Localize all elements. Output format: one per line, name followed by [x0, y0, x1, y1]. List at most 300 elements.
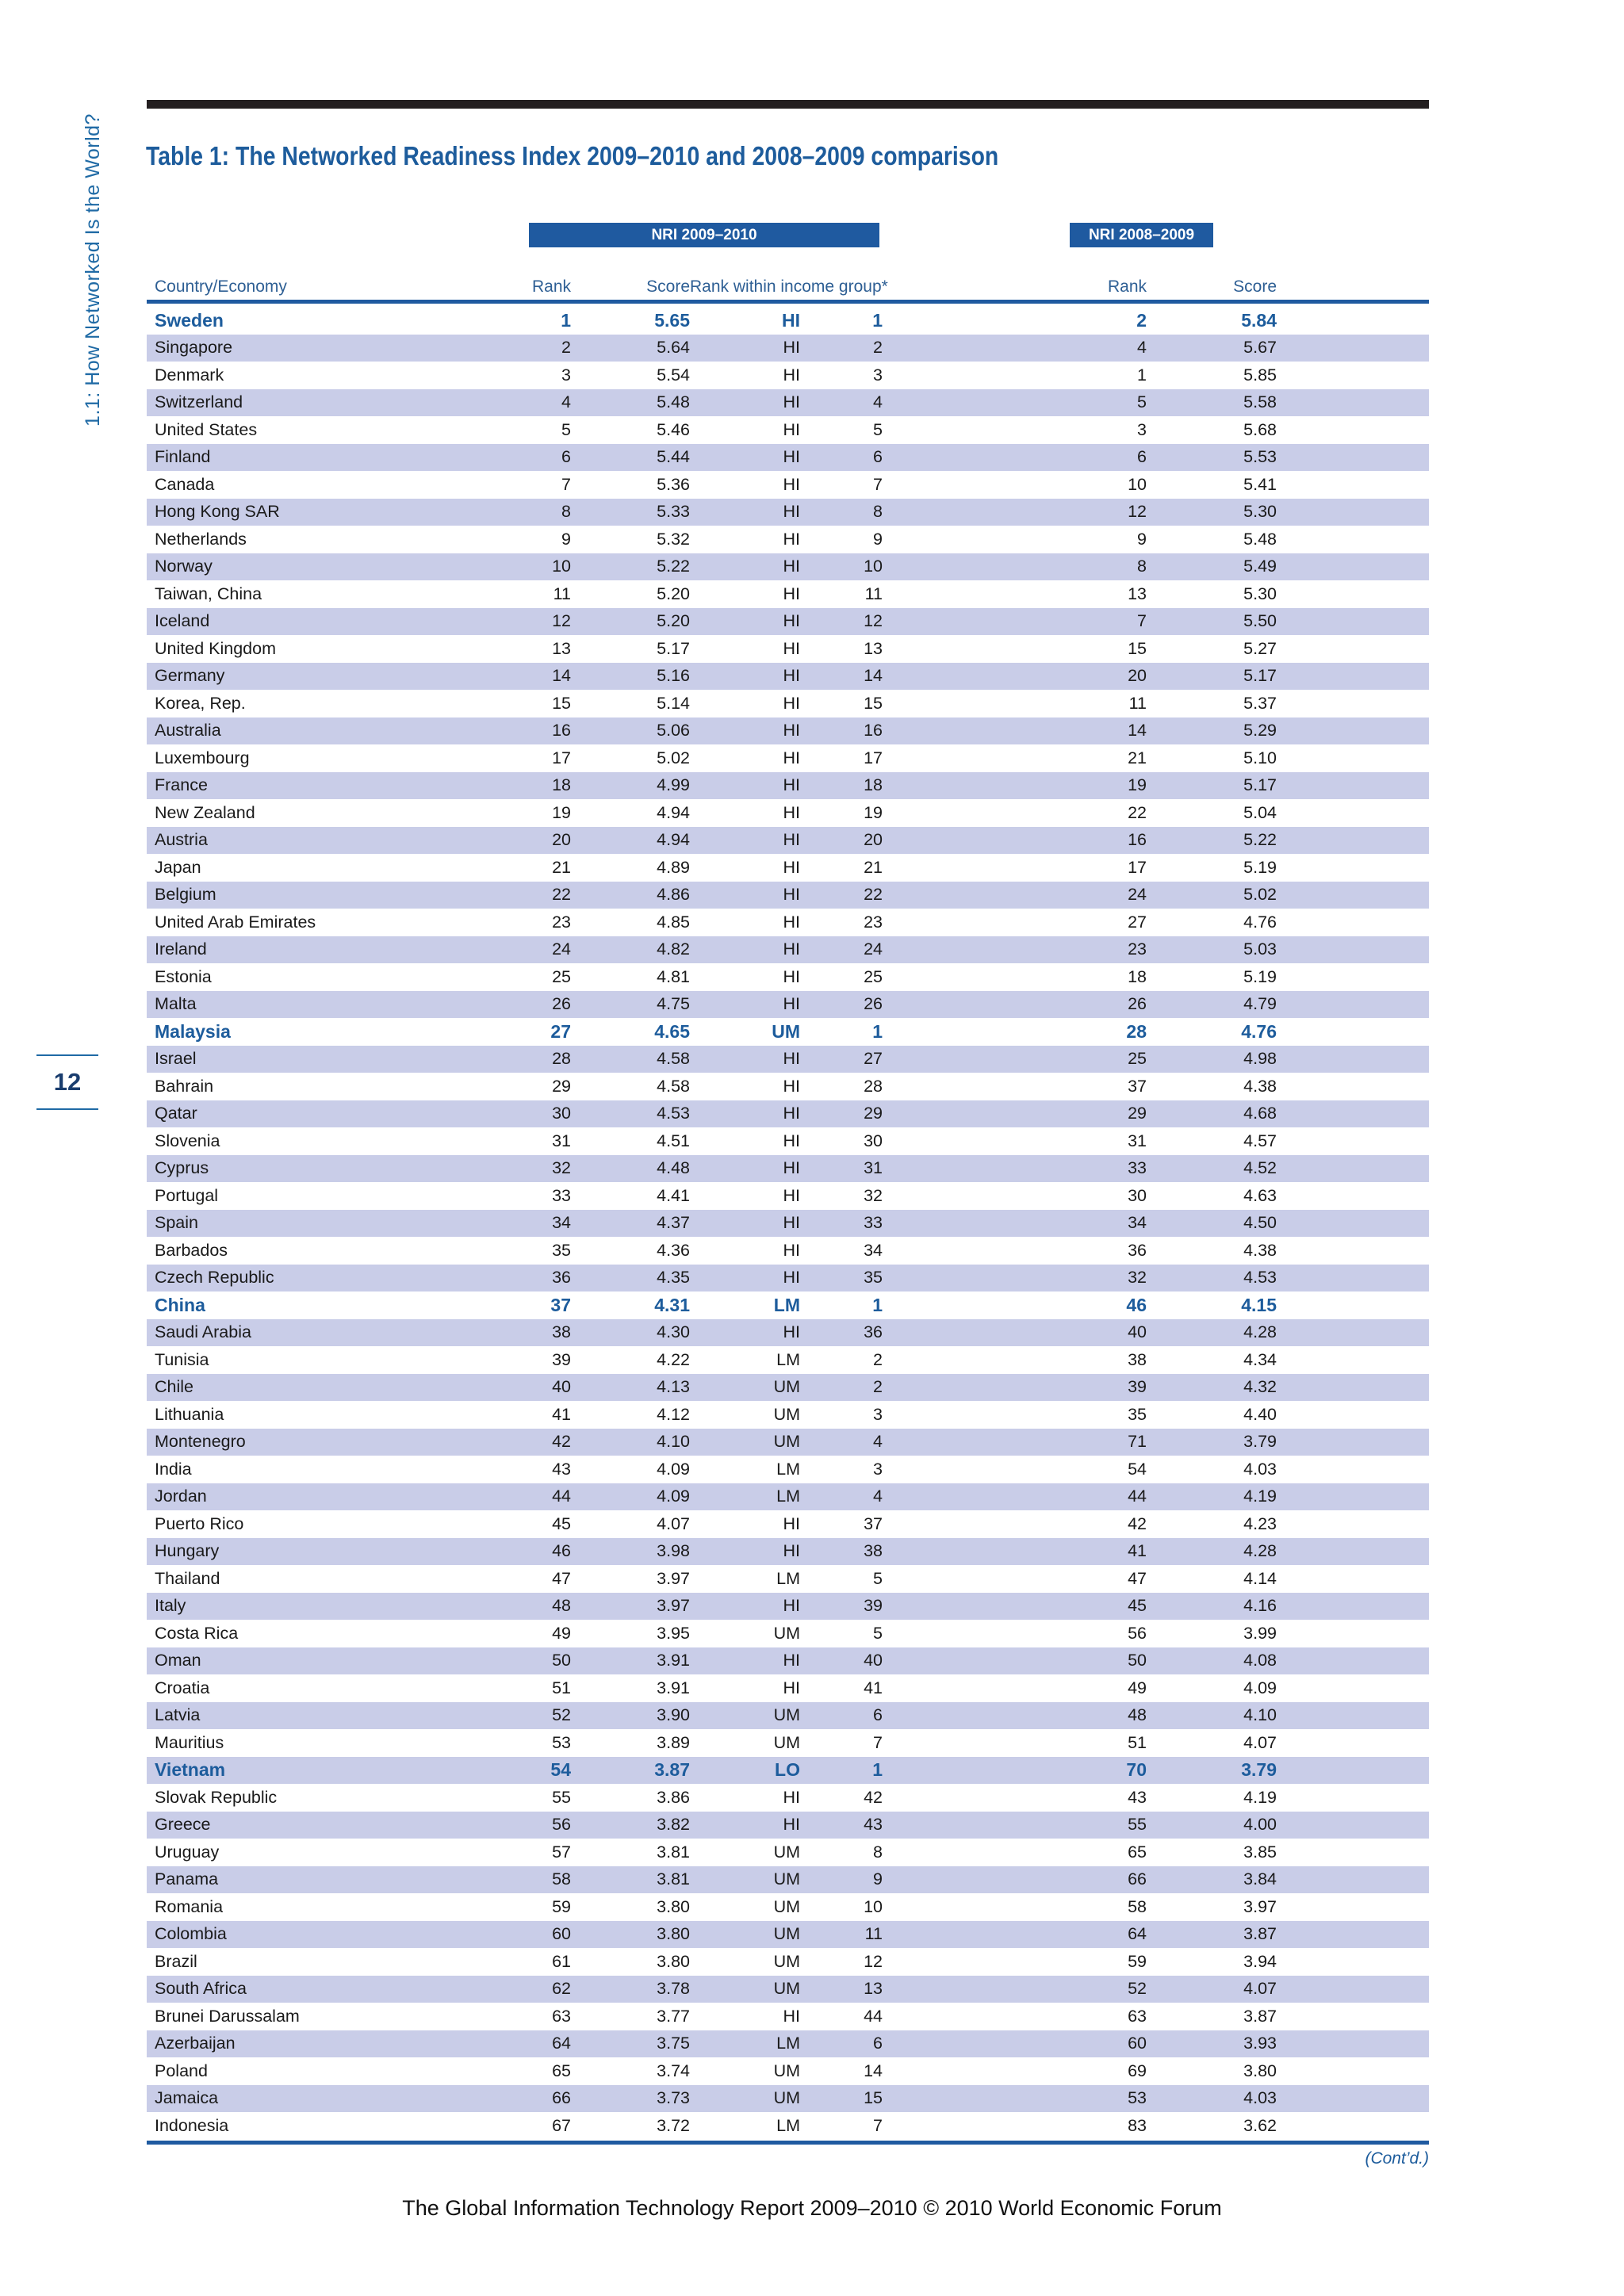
cell-rank-2009: 3: [1137, 419, 1147, 439]
table-row: [147, 909, 1429, 936]
cell-rank: 67: [552, 2115, 571, 2135]
cell-country: Uruguay: [155, 1842, 220, 1862]
cell-score: 3.81: [657, 1842, 690, 1862]
table-row: [147, 1976, 1429, 2003]
bottom-rule: [147, 2141, 1429, 2145]
cell-rank: 28: [552, 1049, 571, 1069]
cell-country: Belgium: [155, 885, 216, 905]
cell-score: 3.90: [657, 1705, 690, 1725]
cell-income-group: UM: [773, 1432, 800, 1452]
cell-rank-2009: 20: [1128, 666, 1147, 686]
cell-score-2009: 5.19: [1243, 966, 1277, 986]
cell-score: 4.22: [657, 1349, 690, 1369]
cell-rank-2009: 42: [1128, 1513, 1147, 1533]
cell-rank-2009: 39: [1128, 1377, 1147, 1397]
cell-country: Japan: [155, 857, 201, 877]
cell-income-group: HI: [783, 1651, 800, 1670]
cell-score: 4.07: [657, 1513, 690, 1533]
cell-score-2009: 3.84: [1243, 1869, 1277, 1889]
cell-score: 5.65: [654, 309, 690, 331]
cell-country: Sweden: [155, 309, 224, 331]
top-rule: [147, 100, 1429, 109]
cell-country: France: [155, 775, 208, 795]
cell-income-group: HI: [783, 338, 800, 358]
table-row: [147, 1018, 1429, 1046]
table-row: [147, 2112, 1429, 2140]
cell-rank-2009: 37: [1128, 1076, 1147, 1096]
cell-rank: 47: [552, 1568, 571, 1588]
cell-rank-2009: 8: [1137, 557, 1147, 576]
cell-income-rank: 26: [864, 994, 883, 1014]
cell-income-rank: 10: [864, 557, 883, 576]
cell-score-2009: 4.76: [1241, 1020, 1277, 1042]
cell-rank: 45: [552, 1513, 571, 1533]
cell-income-group: HI: [783, 1240, 800, 1260]
cell-rank-2009: 43: [1128, 1787, 1147, 1807]
table-row: [147, 1346, 1429, 1374]
table-row: [147, 1265, 1429, 1292]
cell-score: 4.09: [657, 1487, 690, 1506]
cell-rank-2009: 41: [1128, 1541, 1147, 1561]
cell-score-2009: 5.17: [1243, 666, 1277, 686]
cell-rank-2009: 54: [1128, 1459, 1147, 1479]
cell-score: 3.87: [654, 1759, 690, 1781]
cell-rank: 13: [552, 638, 571, 658]
cell-income-rank: 2: [873, 338, 883, 358]
cell-country: Chile: [155, 1377, 193, 1397]
cell-income-group: HI: [783, 1513, 800, 1533]
cell-income-rank: 34: [864, 1240, 883, 1260]
cell-score: 4.09: [657, 1459, 690, 1479]
cell-score-2009: 4.10: [1243, 1705, 1277, 1725]
cell-income-group: HI: [783, 966, 800, 986]
cell-country: Slovak Republic: [155, 1787, 278, 1807]
cell-rank: 20: [552, 830, 571, 850]
cell-rank: 5: [561, 419, 571, 439]
table-row: [147, 1210, 1429, 1238]
cell-rank: 30: [552, 1104, 571, 1123]
page-footer: The Global Information Technology Report 2009–2010 © 2010 World Economic Forum: [402, 2196, 1222, 2220]
header-rule: [147, 300, 1429, 304]
cell-income-group: HI: [783, 392, 800, 412]
cell-income-group: UM: [773, 1377, 800, 1397]
cell-score-2009: 5.29: [1243, 721, 1277, 740]
cell-country: Italy: [155, 1596, 186, 1616]
cell-score-2009: 5.17: [1243, 775, 1277, 795]
cell-income-rank: 40: [864, 1651, 883, 1670]
cell-rank: 3: [561, 365, 571, 385]
cell-income-rank: 24: [864, 939, 883, 959]
cell-income-rank: 27: [864, 1049, 883, 1069]
cell-score: 5.14: [657, 693, 690, 713]
table-row: [147, 499, 1429, 526]
table-row: [147, 1182, 1429, 1210]
table-row: [147, 799, 1429, 827]
cell-income-rank: 13: [864, 638, 883, 658]
cell-income-group: HI: [783, 419, 800, 439]
cell-rank-2009: 46: [1126, 1294, 1147, 1315]
cell-income-group: UM: [772, 1020, 800, 1042]
cell-country: Canada: [155, 474, 215, 494]
cell-income-rank: 18: [864, 775, 883, 795]
cell-rank-2009: 83: [1128, 2115, 1147, 2135]
cell-income-group: UM: [773, 2088, 800, 2108]
cell-country: Luxembourg: [155, 748, 250, 767]
cell-country: Jordan: [155, 1487, 207, 1506]
cell-rank-2009: 27: [1128, 912, 1147, 932]
cell-country: Thailand: [155, 1568, 220, 1588]
cell-rank: 54: [550, 1759, 571, 1781]
cell-income-rank: 37: [864, 1513, 883, 1533]
cell-income-group: UM: [773, 1623, 800, 1643]
cell-rank: 9: [561, 529, 571, 549]
cell-rank: 17: [552, 748, 571, 767]
cell-country: Estonia: [155, 966, 212, 986]
cell-rank-2009: 71: [1128, 1432, 1147, 1452]
cell-score: 4.12: [657, 1404, 690, 1424]
cell-country: Jamaica: [155, 2088, 219, 2108]
cell-score-2009: 5.58: [1243, 392, 1277, 412]
cell-income-group: HI: [783, 502, 800, 522]
cell-rank-2009: 44: [1128, 1487, 1147, 1506]
cell-score-2009: 4.32: [1243, 1377, 1277, 1397]
cell-score-2009: 3.87: [1243, 2006, 1277, 2026]
cell-income-rank: 21: [864, 857, 883, 877]
cell-score: 5.06: [657, 721, 690, 740]
cell-rank-2009: 53: [1128, 2088, 1147, 2108]
cell-income-rank: 8: [873, 502, 883, 522]
table-row: [147, 471, 1429, 499]
cell-income-group: HI: [783, 365, 800, 385]
cell-country: Qatar: [155, 1104, 197, 1123]
cell-income-rank: 25: [864, 966, 883, 986]
cell-rank-2009: 26: [1128, 994, 1147, 1014]
cell-income-group: HI: [783, 1185, 800, 1205]
cell-rank: 51: [552, 1678, 571, 1697]
cell-score-2009: 3.94: [1243, 1951, 1277, 1971]
table-row: [147, 663, 1429, 691]
cell-rank-2009: 70: [1126, 1759, 1147, 1781]
cell-score-2009: 5.30: [1243, 584, 1277, 603]
cell-income-rank: 5: [873, 1568, 883, 1588]
cell-income-group: HI: [783, 885, 800, 905]
cell-income-rank: 2: [873, 1377, 883, 1397]
cell-country: Korea, Rep.: [155, 693, 246, 713]
cell-rank: 46: [552, 1541, 571, 1561]
cell-rank-2009: 6: [1137, 447, 1147, 467]
cell-rank-2009: 60: [1128, 2034, 1147, 2053]
table-row: [147, 1565, 1429, 1593]
cell-rank: 25: [552, 966, 571, 986]
cell-country: Switzerland: [155, 392, 243, 412]
cell-score: 4.85: [657, 912, 690, 932]
cell-country: Latvia: [155, 1705, 201, 1725]
table-row: [147, 1647, 1429, 1675]
cell-income-group: HI: [783, 1787, 800, 1807]
cell-score-2009: 5.41: [1243, 474, 1277, 494]
cell-rank: 39: [552, 1349, 571, 1369]
table-row: [147, 1429, 1429, 1456]
cell-income-rank: 32: [864, 1185, 883, 1205]
cell-score: 5.20: [657, 611, 690, 631]
cell-score: 5.16: [657, 666, 690, 686]
cell-income-group: UM: [773, 1924, 800, 1944]
cell-score: 3.72: [657, 2115, 690, 2135]
cell-income-group: HI: [783, 830, 800, 850]
table-row: [147, 1866, 1429, 1894]
cell-score-2009: 4.19: [1243, 1487, 1277, 1506]
cell-rank: 48: [552, 1596, 571, 1616]
cell-country: Taiwan, China: [155, 584, 262, 603]
cell-rank-2009: 24: [1128, 885, 1147, 905]
cell-income-rank: 39: [864, 1596, 883, 1616]
cell-score: 3.82: [657, 1815, 690, 1835]
cell-income-rank: 31: [864, 1158, 883, 1178]
cell-country: Puerto Rico: [155, 1513, 244, 1533]
cell-country: United Arab Emirates: [155, 912, 316, 932]
cell-score-2009: 4.14: [1243, 1568, 1277, 1588]
cell-income-rank: 44: [864, 2006, 883, 2026]
cell-country: Hungary: [155, 1541, 220, 1561]
cell-income-group: UM: [773, 1842, 800, 1862]
table-row: [147, 854, 1429, 882]
cell-rank-2009: 38: [1128, 1349, 1147, 1369]
cell-score: 4.82: [657, 939, 690, 959]
cell-income-group: HI: [783, 638, 800, 658]
cell-score: 3.75: [657, 2034, 690, 2053]
cell-country: Lithuania: [155, 1404, 224, 1424]
cell-income-rank: 10: [864, 1896, 883, 1916]
cell-rank-2009: 58: [1128, 1896, 1147, 1916]
cell-score-2009: 5.04: [1243, 802, 1277, 822]
cell-country: Denmark: [155, 365, 224, 385]
cell-score-2009: 4.28: [1243, 1541, 1277, 1561]
cell-score-2009: 4.38: [1243, 1076, 1277, 1096]
cell-score-2009: 4.38: [1243, 1240, 1277, 1260]
table-row: [147, 1237, 1429, 1265]
cell-rank: 53: [552, 1732, 571, 1752]
cell-income-rank: 3: [873, 1459, 883, 1479]
cell-income-rank: 22: [864, 885, 883, 905]
cell-country: Spain: [155, 1213, 198, 1233]
cell-rank-2009: 21: [1128, 748, 1147, 767]
cell-rank: 12: [552, 611, 571, 631]
cell-income-group: HI: [783, 1268, 800, 1288]
cell-score: 3.97: [657, 1596, 690, 1616]
cell-score-2009: 4.57: [1243, 1131, 1277, 1150]
table-row: [147, 1100, 1429, 1128]
cell-score: 3.74: [657, 2061, 690, 2080]
cell-score-2009: 4.53: [1243, 1268, 1277, 1288]
table-row: [147, 580, 1429, 608]
cell-income-rank: 11: [864, 1924, 883, 1944]
cell-income-group: LM: [776, 1459, 800, 1479]
cell-score: 3.80: [657, 1924, 690, 1944]
cell-rank: 1: [561, 309, 571, 331]
cell-income-group: HI: [783, 1213, 800, 1233]
column-header-rank-2009: Rank: [1107, 277, 1147, 296]
cell-rank: 49: [552, 1623, 571, 1643]
cell-rank: 6: [561, 447, 571, 467]
table-row: [147, 1757, 1429, 1785]
cell-country: China: [155, 1294, 205, 1315]
cell-score-2009: 5.53: [1243, 447, 1277, 467]
cell-score: 4.13: [657, 1377, 690, 1397]
cell-rank: 4: [561, 392, 571, 412]
cell-country: Indonesia: [155, 2115, 229, 2135]
cell-income-group: LM: [776, 1487, 800, 1506]
cell-rank: 42: [552, 1432, 571, 1452]
table-row: [147, 416, 1429, 444]
cell-income-group: HI: [783, 721, 800, 740]
cell-score-2009: 4.07: [1243, 1979, 1277, 1999]
table-row: [147, 2057, 1429, 2085]
cell-score-2009: 5.10: [1243, 748, 1277, 767]
cell-country: Finland: [155, 447, 211, 467]
cell-country: Colombia: [155, 1924, 227, 1944]
cell-income-rank: 28: [864, 1076, 883, 1096]
table-row: [147, 1483, 1429, 1511]
cell-country: United Kingdom: [155, 638, 276, 658]
cell-country: Vietnam: [155, 1759, 226, 1781]
table-row: [147, 1292, 1429, 1319]
table-row: [147, 1456, 1429, 1483]
cell-rank-2009: 51: [1128, 1732, 1147, 1752]
cell-rank: 37: [550, 1294, 571, 1315]
table-row: [147, 991, 1429, 1019]
table-row: [147, 389, 1429, 417]
cell-score-2009: 5.02: [1243, 885, 1277, 905]
cell-rank: 50: [552, 1651, 571, 1670]
column-header-row: [147, 274, 1429, 300]
table-row: [147, 882, 1429, 909]
cell-rank: 38: [552, 1322, 571, 1342]
cell-score-2009: 5.27: [1243, 638, 1277, 658]
cell-income-group: HI: [783, 1131, 800, 1150]
cell-rank: 15: [552, 693, 571, 713]
cell-rank-2009: 22: [1128, 802, 1147, 822]
cell-score: 5.02: [657, 748, 690, 767]
cell-rank-2009: 18: [1128, 966, 1147, 986]
cell-income-group: HI: [783, 557, 800, 576]
cell-rank-2009: 50: [1128, 1651, 1147, 1670]
table-row: [147, 744, 1429, 772]
cell-income-rank: 11: [864, 584, 883, 603]
cell-score-2009: 4.09: [1243, 1678, 1277, 1697]
table-row: [147, 526, 1429, 553]
cell-score: 4.86: [657, 885, 690, 905]
cell-score-2009: 3.79: [1243, 1432, 1277, 1452]
cell-country: South Africa: [155, 1979, 247, 1999]
table-row: [147, 1729, 1429, 1757]
cell-score: 4.58: [657, 1049, 690, 1069]
cell-rank: 11: [553, 584, 571, 603]
table-row: [147, 444, 1429, 472]
cell-score: 4.94: [657, 830, 690, 850]
cell-score: 3.97: [657, 1568, 690, 1588]
cell-score: 4.31: [654, 1294, 690, 1315]
cell-score-2009: 3.93: [1243, 2034, 1277, 2053]
cell-income-rank: 7: [873, 474, 883, 494]
cell-income-rank: 12: [864, 611, 883, 631]
cell-score-2009: 5.37: [1243, 693, 1277, 713]
column-header-country: Country/Economy: [155, 277, 287, 296]
cell-income-rank: 4: [873, 392, 883, 412]
cell-rank: 21: [552, 857, 571, 877]
cell-income-rank: 3: [873, 365, 883, 385]
cell-score: 5.36: [657, 474, 690, 494]
cell-rank: 41: [552, 1404, 571, 1424]
cell-income-group: HI: [783, 802, 800, 822]
cell-country: Costa Rica: [155, 1623, 239, 1643]
cell-rank-2009: 52: [1128, 1979, 1147, 1999]
cell-score: 5.64: [657, 338, 690, 358]
cell-rank: 24: [552, 939, 571, 959]
cell-rank-2009: 49: [1128, 1678, 1147, 1697]
cell-rank-2009: 36: [1128, 1240, 1147, 1260]
cell-income-rank: 43: [864, 1815, 883, 1835]
cell-country: Tunisia: [155, 1349, 209, 1369]
cell-income-group: HI: [783, 1104, 800, 1123]
cell-rank: 64: [552, 2034, 571, 2053]
cell-score-2009: 4.08: [1243, 1651, 1277, 1670]
cell-score: 4.30: [657, 1322, 690, 1342]
cell-rank: 63: [552, 2006, 571, 2026]
cell-rank-2009: 59: [1128, 1951, 1147, 1971]
cell-income-group: HI: [783, 584, 800, 603]
cell-score: 3.89: [657, 1732, 690, 1752]
cell-rank-2009: 23: [1128, 939, 1147, 959]
table-row: [147, 1839, 1429, 1866]
cell-rank: 60: [552, 1924, 571, 1944]
cell-score: 4.65: [654, 1020, 690, 1042]
cell-income-group: HI: [783, 748, 800, 767]
cell-score: 5.22: [657, 557, 690, 576]
cell-rank: 8: [561, 502, 571, 522]
cell-score-2009: 4.52: [1243, 1158, 1277, 1178]
cell-score-2009: 4.79: [1243, 994, 1277, 1014]
cell-rank: 26: [552, 994, 571, 1014]
cell-country: Panama: [155, 1869, 219, 1889]
cell-score-2009: 4.98: [1243, 1049, 1277, 1069]
cell-score: 4.94: [657, 802, 690, 822]
column-header-income-rank: Rank within income group*: [690, 277, 888, 296]
cell-rank-2009: 45: [1128, 1596, 1147, 1616]
cell-score: 3.91: [657, 1678, 690, 1697]
cell-score: 3.77: [657, 2006, 690, 2026]
cell-rank: 22: [552, 885, 571, 905]
cell-rank: 14: [552, 666, 571, 686]
cell-rank-2009: 34: [1128, 1213, 1147, 1233]
cell-country: Malta: [155, 994, 197, 1014]
cell-rank: 34: [552, 1213, 571, 1233]
cell-score: 4.99: [657, 775, 690, 795]
cell-score-2009: 4.68: [1243, 1104, 1277, 1123]
cell-income-group: UM: [773, 1732, 800, 1752]
table-row: [147, 1812, 1429, 1839]
table-row: [147, 1948, 1429, 1976]
cell-country: Bahrain: [155, 1076, 214, 1096]
cell-rank-2009: 2: [1136, 309, 1147, 331]
cell-income-rank: 35: [864, 1268, 883, 1288]
column-header-score-2009: Score: [1233, 277, 1277, 296]
cell-score: 4.75: [657, 994, 690, 1014]
cell-country: United States: [155, 419, 258, 439]
cell-rank: 56: [552, 1815, 571, 1835]
cell-country: Montenegro: [155, 1432, 246, 1452]
table-row: [147, 1538, 1429, 1566]
cell-rank-2009: 63: [1128, 2006, 1147, 2026]
